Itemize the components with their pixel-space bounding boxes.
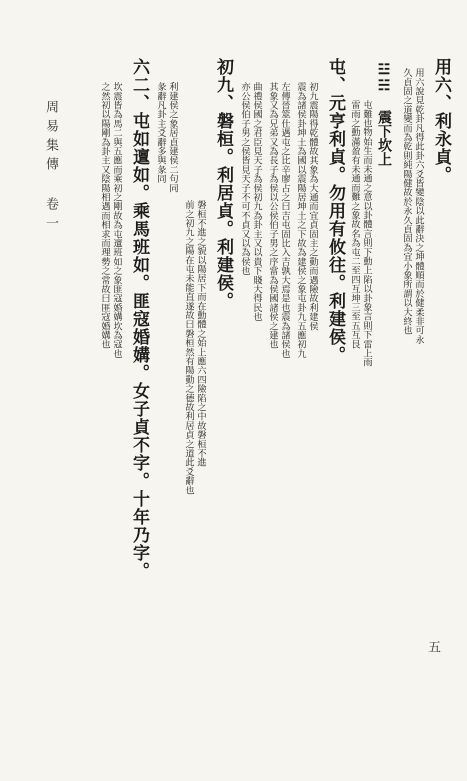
text-column-16: 利建侯之象居貞建侯二句同 bbox=[167, 82, 178, 193]
text-column-13: 初九、磐桓。利居貞。利建侯。 bbox=[213, 58, 233, 310]
text-column-3: 久貞固之道變而為乾則純陽健故於永久貞固為宜小象所謂以大終也 bbox=[401, 68, 412, 335]
text-column-19: 坎震皆為馬二與五應而乘初之剛故為屯邅班如之象匪寇婚媾坎為寇也 bbox=[111, 82, 122, 358]
hexagram-title: ☳☵ 震下坎上 bbox=[376, 62, 392, 166]
text-column-11: 曲禮侯國之君臣見天子為侯初九為卦主又以貴下賤大得民也 bbox=[251, 82, 262, 322]
text-column-9: 左傳晉筮仕遇屯之比辛廖占之曰吉屯固比入吉孰大焉是也震為諸侯也 bbox=[279, 82, 290, 358]
text-column-10: 其象又為兄弟又為長子為侯以公侯伯子男之序當為侯國諸侯之建也 bbox=[267, 82, 278, 349]
text-column-5: 雷雨之動滿盈有未通而難之象故名為屯二至四互坤三至五互艮 bbox=[349, 100, 360, 349]
text-column-18: 六二、屯如邅如。乘馬班如。匪寇婚媾。女子貞不字。十年乃字。 bbox=[129, 58, 149, 580]
book-title: 周易集傳 卷一 bbox=[43, 100, 58, 235]
text-column-7: 初九震陽得乾體故其象為大通而宜貞固主之動而遇險故利建侯 bbox=[307, 82, 318, 331]
text-column-8: 震為諸侯卦坤土為國以震陽居坤土之下故為建侯之象屯卦九五應初九 bbox=[295, 82, 306, 358]
text-column-1: 用六、利永貞。 bbox=[431, 58, 451, 184]
text-column-6: 屯、元亨利貞。勿用有攸往。利建侯。 bbox=[325, 58, 345, 364]
page-number: 五 bbox=[425, 640, 440, 659]
text-column-17: 彖辭凡卦主爻辭多與彖同 bbox=[155, 82, 166, 184]
text-column-2: 用六說見乾卦凡得此卦六爻皆變陰以此辭決之坤體順而於健柔非可永 bbox=[413, 68, 424, 344]
text-column-15: 前之初九之陽在屯未能直遂故曰磐桓然有陽動之德故利居貞之道此爻辭也 bbox=[183, 200, 194, 495]
text-column-4: 屯難也物始生而未通之意以卦體言則下動上陷以卦象言則下雷上雨 bbox=[361, 100, 372, 367]
text-column-20: 之然初以陽剛為卦主又陰陽相遇而相求而理勢之常故曰匪寇婚媾也 bbox=[99, 82, 110, 349]
text-column-12: 亦公侯伯子男之侯皆見天子不可不貞又以為侯也 bbox=[239, 82, 250, 276]
text-column-14: 磐桓不進之貌以陽居下而在動體之始上應六四險陷之中故磐桓不進 bbox=[195, 200, 206, 467]
